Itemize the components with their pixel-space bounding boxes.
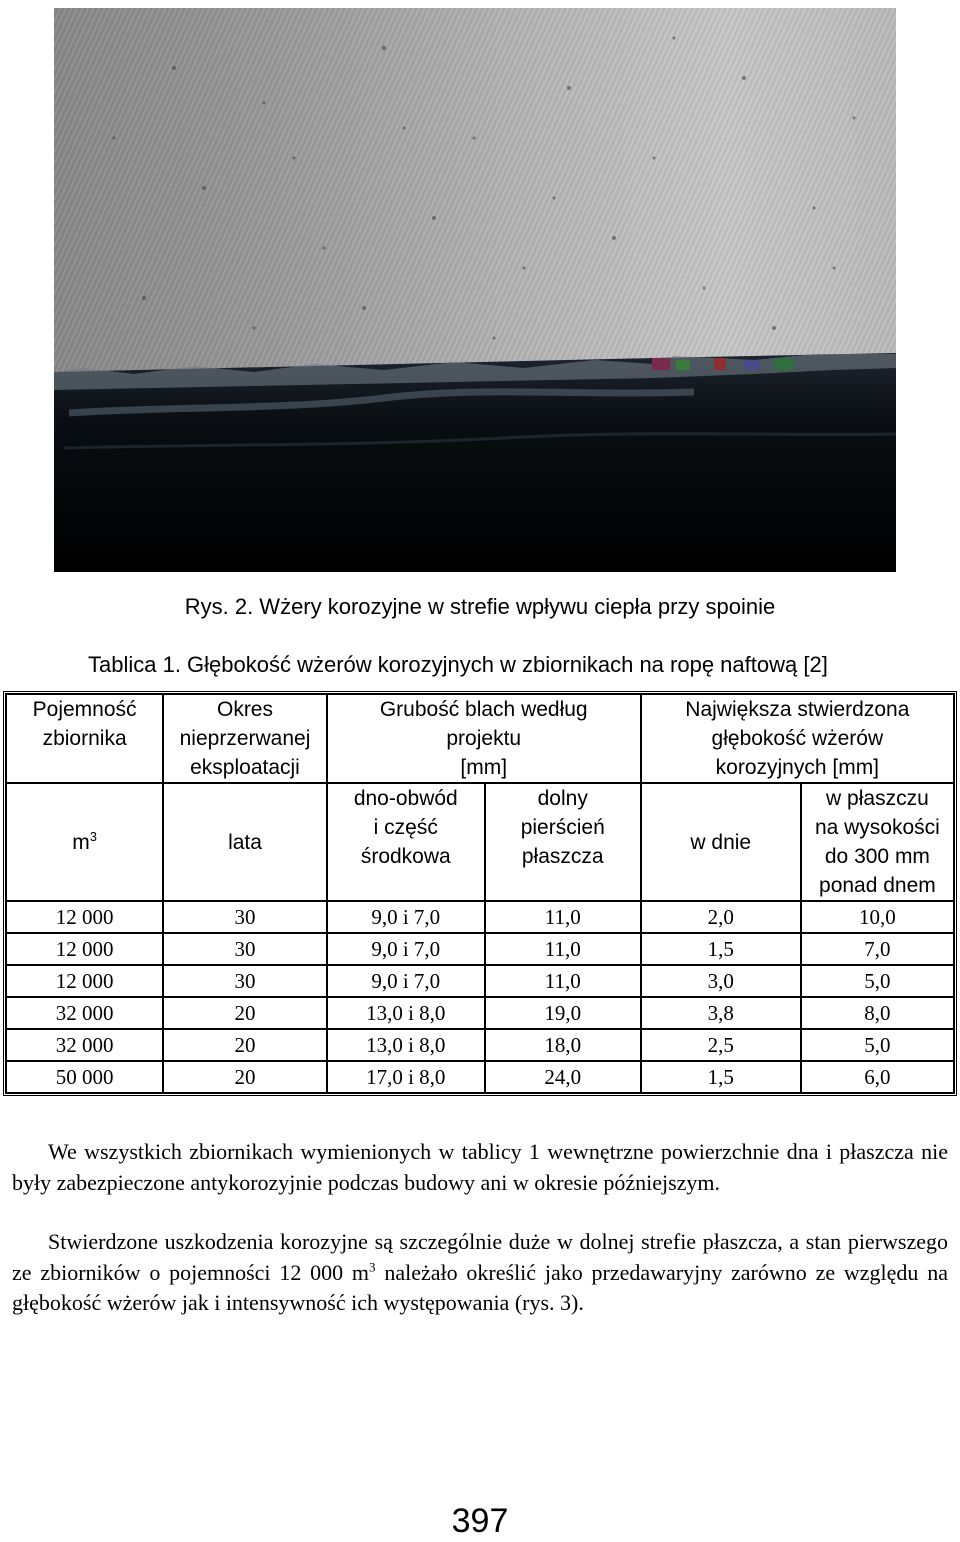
table-cell: 20 — [163, 1061, 327, 1093]
table-cell: 8,0 — [801, 997, 954, 1029]
table-subheader-row — [6, 783, 954, 901]
table-cell: 11,0 — [485, 901, 641, 933]
table-cell: 12 000 — [6, 901, 163, 933]
header-pit-depth: Największa stwierdzona głębokość wżerów korozyjnych [mm] — [641, 694, 954, 783]
table-row — [6, 933, 954, 965]
table-caption: Tablica 1. Głębokość wżerów korozyjnych w zbiornikach na ropę naftową [2] — [88, 652, 828, 677]
table-cell: 32 000 — [6, 1029, 163, 1061]
table-cell: 2,0 — [641, 901, 801, 933]
subheader-lower-ring: dolny pierścień płaszcza — [485, 783, 641, 901]
table-cell: 3,8 — [641, 997, 801, 1029]
table-cell: 50 000 — [6, 1061, 163, 1093]
table-cell: 5,0 — [801, 1029, 954, 1061]
header-capacity: Pojemność zbiornika — [6, 694, 163, 783]
table-cell: 10,0 — [801, 901, 954, 933]
table-cell: 3,0 — [641, 965, 801, 997]
table-cell: 30 — [163, 901, 327, 933]
table-row — [6, 901, 954, 933]
table-cell: 7,0 — [801, 933, 954, 965]
figure-caption: Rys. 2. Wżery korozyjne w strefie wpływu ciepła przy spoinie — [184, 594, 776, 619]
subheader-years: lata — [163, 783, 327, 901]
table-cell: 9,0 i 7,0 — [327, 901, 485, 933]
table-cell: 1,5 — [641, 1061, 801, 1093]
table-cell: 19,0 — [485, 997, 641, 1029]
subheader-unit-m3: $m^3$ — [6, 783, 163, 901]
subheader-in-shell: w płaszczu na wysokości do 300 mm ponad dnem — [801, 783, 954, 901]
table-cell: 32 000 — [6, 997, 163, 1029]
paragraph-1: We wszystkich zbiornikach wymienionych w tablicy 1 wewnętrzne powierzchnie dna i płaszcza nie były zabezpieczone antykorozyjnie podczas budowy ani w okresie późniejszym. — [12, 1139, 948, 1195]
table-row — [6, 997, 954, 1029]
table-cell: 20 — [163, 1029, 327, 1061]
table-cell: 12 000 — [6, 965, 163, 997]
header-operation-period: Okres nieprzerwanej eksploatacji — [163, 694, 327, 783]
table-cell: 12 000 — [6, 933, 163, 965]
table-row — [6, 965, 954, 997]
table-cell: 30 — [163, 965, 327, 997]
table-cell: 2,5 — [641, 1029, 801, 1061]
paragraph-2: Stwierdzone uszkodzenia korozyjne są szczególnie duże w dolnej strefie płaszcza, a stan pierwszego ze zbiorników o pojemności 12 000 $m^3$ należało określić jako przedawaryjny zarówno ze względu na głębokość wżerów jak i intensywność ich występowania (rys. 3). — [12, 1229, 948, 1315]
table-cell: 1,5 — [641, 933, 801, 965]
table-cell: 9,0 i 7,0 — [327, 933, 485, 965]
table-cell: 13,0 i 8,0 — [327, 1029, 485, 1061]
table-cell: 9,0 i 7,0 — [327, 965, 485, 997]
page-number: 397 — [451, 1502, 509, 1540]
header-plate-thickness: Grubość blach według projektu [mm] — [327, 694, 641, 783]
table-cell: 13,0 i 8,0 — [327, 997, 485, 1029]
subheader-bottom: dno-obwód i część środkowa — [327, 783, 485, 901]
table-row — [6, 1061, 954, 1093]
table-cell: 11,0 — [485, 933, 641, 965]
table-cell: 11,0 — [485, 965, 641, 997]
corrosion-depth-table — [3, 691, 957, 1096]
table-header-row — [6, 694, 954, 783]
table-cell: 20 — [163, 997, 327, 1029]
corrosion-photo — [54, 8, 896, 572]
table-row — [6, 1029, 954, 1061]
corrosion-photo-graphic — [54, 8, 896, 572]
subheader-in-bottom: w dnie — [641, 783, 801, 901]
table-cell: 5,0 — [801, 965, 954, 997]
table-cell: 17,0 i 8,0 — [327, 1061, 485, 1093]
table-cell: 30 — [163, 933, 327, 965]
table-cell: 24,0 — [485, 1061, 641, 1093]
table-cell: 18,0 — [485, 1029, 641, 1061]
table-cell: 6,0 — [801, 1061, 954, 1093]
